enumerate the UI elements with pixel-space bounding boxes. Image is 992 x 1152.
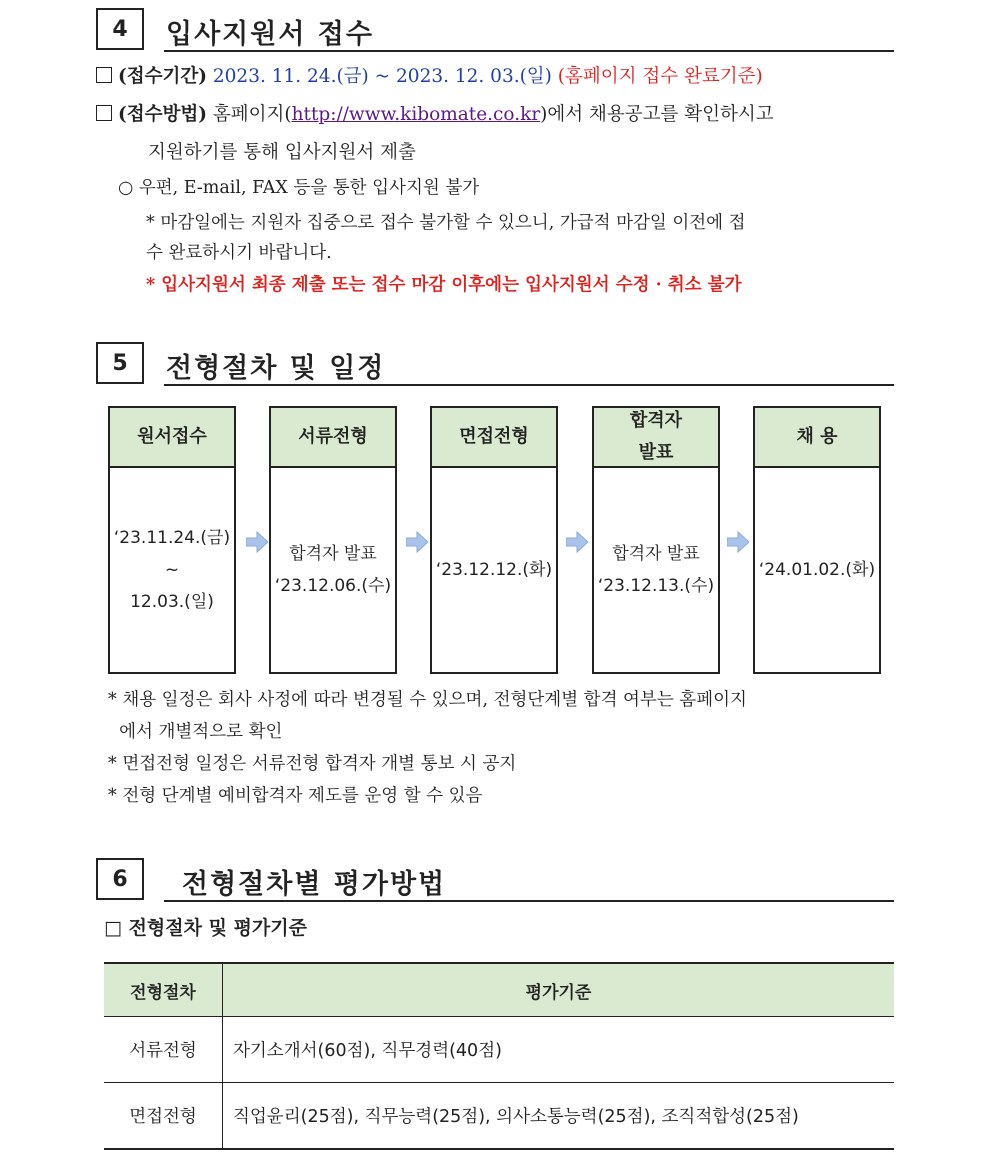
schedule-note-3: * 전형 단계별 예비합격자 제도를 운영 할 수 있음 <box>108 786 483 806</box>
table-header-row <box>104 963 894 1017</box>
flow-step-title: 채 용 <box>755 408 879 468</box>
flow-step-title: 면접전형 <box>432 408 556 468</box>
section-4-header <box>96 8 894 52</box>
period-value: 2023. 11. 24.(금) ~ 2023. 12. 03.(일) <box>212 66 552 87</box>
flow-step-body: ‘24.01.02.(화) <box>758 560 876 580</box>
flow-step-title: 원서접수 <box>110 408 234 468</box>
period-label: (접수기간) <box>118 66 207 87</box>
deadline-note-line1: * 마감일에는 지원자 집중으로 접수 불가할 수 있으니, 가급적 마감일 이전에 접 <box>146 213 746 233</box>
evaluation-table <box>104 962 894 1150</box>
flow-step-announcement <box>592 406 720 674</box>
arrow-right-icon <box>406 531 428 553</box>
application-method <box>96 102 774 128</box>
section-6-header <box>96 858 894 902</box>
final-submission-warning: * 입사지원서 최종 제출 또는 접수 마감 이후에는 입사지원서 수정 · 취소 불가 <box>146 275 742 295</box>
schedule-note-1: * 채용 일정은 회사 사정에 따라 변경될 수 있으며, 전형단계별 합격 여부는 홈페이지 <box>108 690 747 710</box>
flow-step-body: 합격자 발표 ‘23.12.13.(수) <box>597 544 715 596</box>
method-post: )에서 채용공고를 확인하시고 <box>540 104 774 125</box>
deadline-note-line2: 수 완료하시기 바랍니다. <box>146 243 332 263</box>
column-header: 전형절차 <box>104 963 223 1017</box>
section-title: 전형절차 및 일정 <box>166 353 386 384</box>
no-postal-notice: ○ 우편, E-mail, FAX 등을 통한 입사지원 불가 <box>118 178 480 198</box>
section-number: 5 <box>96 342 144 384</box>
schedule-note-1b: 에서 개별적으로 확인 <box>108 722 283 742</box>
arrow-right-icon <box>566 531 588 553</box>
section-underline <box>164 50 894 52</box>
table-cell: 자기소개서(60점), 직무경력(40점) <box>223 1017 895 1083</box>
arrow-right-icon <box>727 531 749 553</box>
schedule-note-2: * 면접전형 일정은 서류전형 합격자 개별 통보 시 공지 <box>108 754 517 774</box>
section-number: 4 <box>96 8 144 50</box>
application-period <box>96 64 763 90</box>
section-title: 입사지원서 접수 <box>166 19 374 50</box>
flow-step-title: 서류전형 <box>271 408 395 468</box>
section-underline <box>164 900 894 902</box>
method-line2: 지원하기를 통해 입사지원서 제출 <box>148 142 416 163</box>
flow-step-document-screening <box>269 406 397 674</box>
table-cell: 면접전형 <box>104 1083 223 1150</box>
flow-step-title: 합격자 발표 <box>594 408 718 468</box>
evaluation-subtitle: □ 전형절차 및 평가기준 <box>104 917 307 939</box>
period-note: (홈페이지 접수 완료기준) <box>557 66 763 87</box>
checkbox-square-icon <box>96 105 112 121</box>
method-label: (접수방법) <box>118 104 207 125</box>
section-number: 6 <box>96 858 144 900</box>
table-cell: 직업윤리(25점), 직무능력(25점), 의사소통능력(25점), 조직적합성(25점) <box>223 1083 895 1150</box>
arrow-right-icon <box>246 531 268 553</box>
flow-step-hiring <box>753 406 881 674</box>
flow-step-interview <box>430 406 558 674</box>
table-row <box>104 1017 894 1083</box>
flow-step-body: 합격자 발표 ‘23.12.06.(수) <box>274 544 392 596</box>
section-title: 전형절차별 평가방법 <box>182 869 447 900</box>
flow-step-body: ‘23.11.24.(금) ~ 12.03.(일) <box>113 528 231 612</box>
section-underline <box>164 384 894 386</box>
homepage-link[interactable]: http://www.kibomate.co.kr <box>291 104 541 125</box>
flow-step-application <box>108 406 236 674</box>
column-header: 평가기준 <box>223 963 895 1017</box>
method-pre: 홈페이지( <box>212 104 292 125</box>
checkbox-square-icon <box>96 67 112 83</box>
table-row <box>104 1083 894 1150</box>
flow-step-body: ‘23.12.12.(화) <box>435 560 553 580</box>
table-cell: 서류전형 <box>104 1017 223 1083</box>
section-5-header <box>96 342 894 386</box>
